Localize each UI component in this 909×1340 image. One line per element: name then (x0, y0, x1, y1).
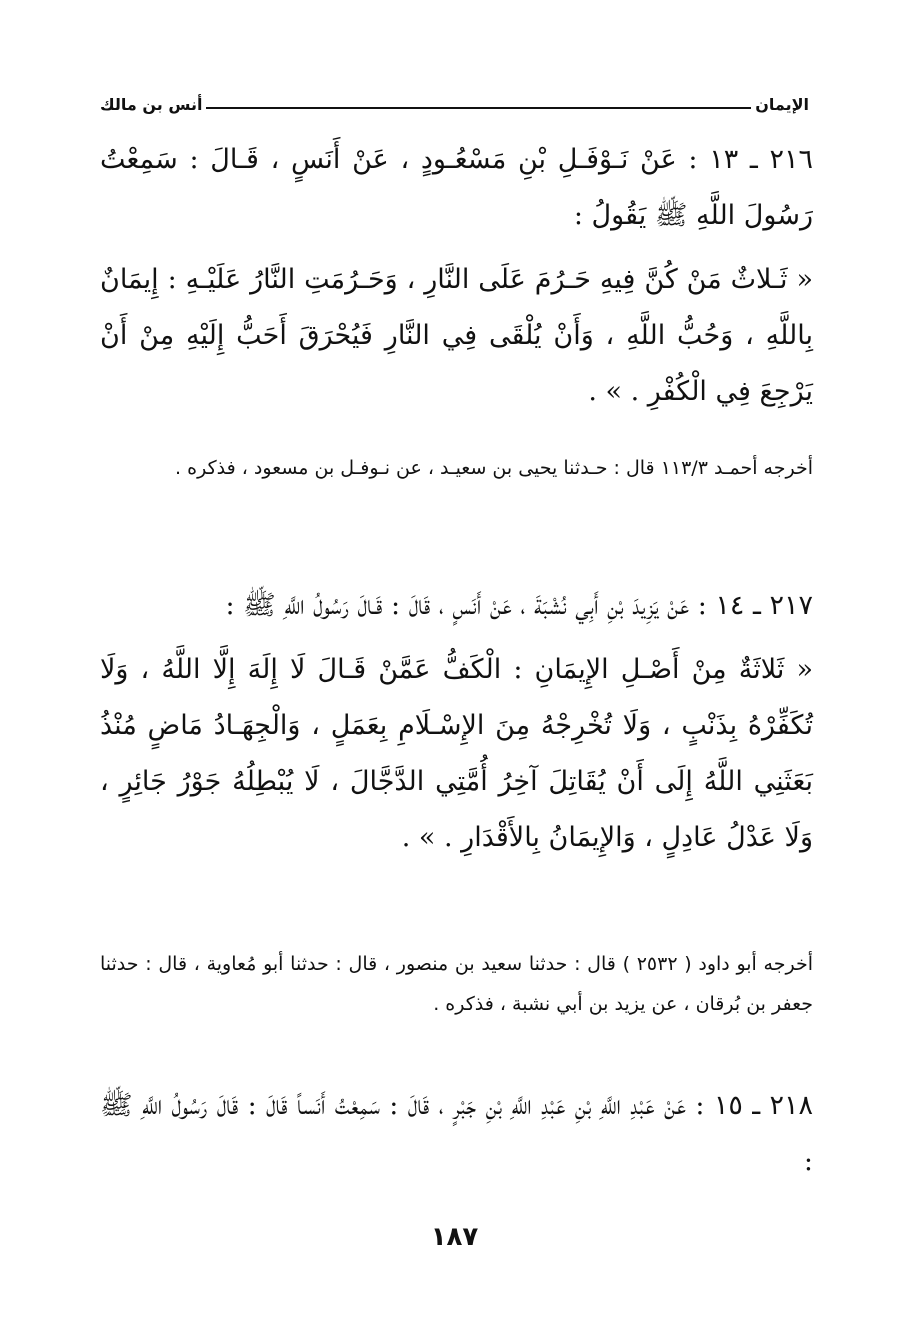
narrator-title: أنس بن مالك (100, 95, 203, 114)
hadith-216 (100, 132, 813, 420)
header-rule (206, 107, 751, 109)
page-number: ١٨٧ (430, 1222, 479, 1252)
running-header (100, 86, 809, 116)
takhrij-note: أخرجه أحمـد ١١٣/٣ قال : حـدثنا يحيى بن سعيـد ، عن نـوفـل بن مسعود ، فذكره . (175, 457, 813, 479)
hadith-text: « ثَـلاثٌ مَنْ كُنَّ فِيهِ حَـرُمَ عَلَى النَّارِ ، وَحَـرُمَتِ النَّارُ عَلَيْـهِ : إِيمَانٌ بِاللَّهِ ، وَحُبُّ اللَّهِ ، وَأَنْ يُلْقَى فِي النَّارِ فَيُحْرَقَ أَحَبُّ إِلَيْهِ مِنْ أَنْ يَرْجِعَ فِي الْكُفْرِ . » . (100, 264, 813, 407)
chapter-title: الإيمان (755, 95, 809, 114)
takhrij-note: أخرجه أبو داود ( ٢٥٣٢ ) قال : حدثنا سعيد بن منصور ، قال : حدثنا أبو مُعاوية ، قال : حدثنا جعفر بن بُرقان ، عن يزيد بن أبي نشبة ، فذكره . (100, 953, 813, 1015)
hadith-chain: ٢١٦ ـ ١٣ : عَنْ نَـوْفَـلِ بْنِ مَسْعُـودٍ ، عَنْ أَنَسٍ ، قَـالَ : سَمِعْتُ رَسُولَ اللَّهِ ﷺ يَقُولُ : (100, 144, 813, 231)
hadith-chain: ٢١٨ ـ ١٥ : عَنْ عَبْدِ اللَّهِ بْنِ عَبْدِ اللَّهِ بْنِ جَبْرٍ ، قَالَ : سَمِعْتُ أَنَساً قَالَ : قَالَ رَسُولُ اللَّهِ ﷺ : (100, 1090, 813, 1177)
hadith-217 (100, 578, 813, 866)
hadith-chain: ٢١٧ ـ ١٤ : عَنْ يَزِيدَ بْنِ أَبِي نُشْبَةَ ، عَنْ أَنَسٍ ، قَالَ : قَـالَ رَسُولُ اللَّهِ ﷺ : (225, 590, 813, 621)
hadith-text: « ثَلاثَةٌ مِنْ أَصْـلِ الإِيمَانِ : الْكَفُّ عَمَّنْ قَـالَ لَا إِلَهَ إِلَّا اللَّهُ ، وَلَا تُكَفِّرْهُ بِذَنْبٍ ، وَلَا تُخْرِجْهُ مِنَ الإِسْـلَامِ بِعَمَلٍ ، وَالْجِهَـادُ مَاضٍ مُنْذُ بَعَثَنِي اللَّهُ إِلَى أَنْ يُقَاتِلَ آخِرُ أُمَّتِي الدَّجَّالَ ، لَا يُبْطِلُهُ جَوْرُ جَائِرٍ ، وَلَا عَدْلُ عَادِلٍ ، وَالإِيمَانُ بِالأَقْدَارِ . » . (100, 654, 813, 853)
hadith-218 (100, 1078, 813, 1190)
